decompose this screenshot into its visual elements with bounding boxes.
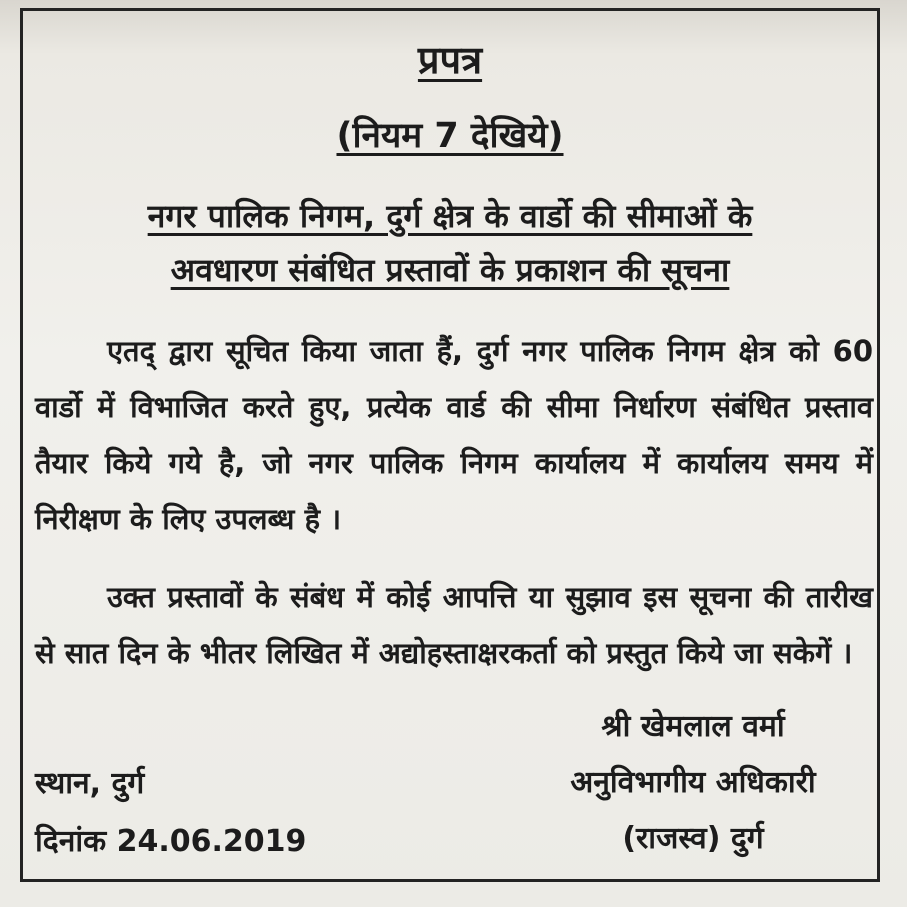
notice-heading bbox=[23, 189, 877, 297]
signatory-title: अनुविभागीय अधिकारी bbox=[570, 765, 816, 800]
place-date-block bbox=[35, 755, 306, 871]
signatory-department: (राजस्व) दुर्ग bbox=[622, 821, 764, 856]
heading-line-2: अवधारण संबंधित प्रस्तावों के प्रकाशन की सूचना bbox=[170, 251, 730, 289]
notice-paragraph-1: एतद् द्वारा सूचित किया जाता हैं, दुर्ग नगर पालिक निगम क्षेत्र को 60 वार्डो में विभाजित करते हुए, प्रत्येक वार्ड की सीमा निर्धारण संबंधित प्रस्ताव तैयार किये गये है, जो नगर पालिक निगम कार्यालय में कार्यालय समय में निरीक्षण के लिए उपलब्ध है । bbox=[35, 334, 873, 536]
signature-block bbox=[533, 699, 853, 867]
notice-paragraph-2: उक्त प्रस्तावों के संबंध में कोई आपत्ति या सुझाव इस सूचना की तारीख से सात दिन के भीतर लिखित में अद्योहस्ताक्षरकर्ता को प्रस्तुत किये जा सकेगें । bbox=[35, 580, 873, 670]
date-label: दिनांक 24.06.2019 bbox=[35, 824, 307, 859]
heading-line-1: नगर पालिक निगम, दुर्ग क्षेत्र के वार्डो की सीमाओं के bbox=[147, 197, 753, 235]
signatory-name: श्री खेमलाल वर्मा bbox=[601, 709, 785, 744]
notice-title: प्रपत्र bbox=[417, 38, 483, 82]
place-label: स्थान, दुर्ग bbox=[35, 766, 145, 801]
notice-box bbox=[20, 8, 880, 882]
rule-reference: (नियम 7 देखिये) bbox=[336, 116, 564, 156]
